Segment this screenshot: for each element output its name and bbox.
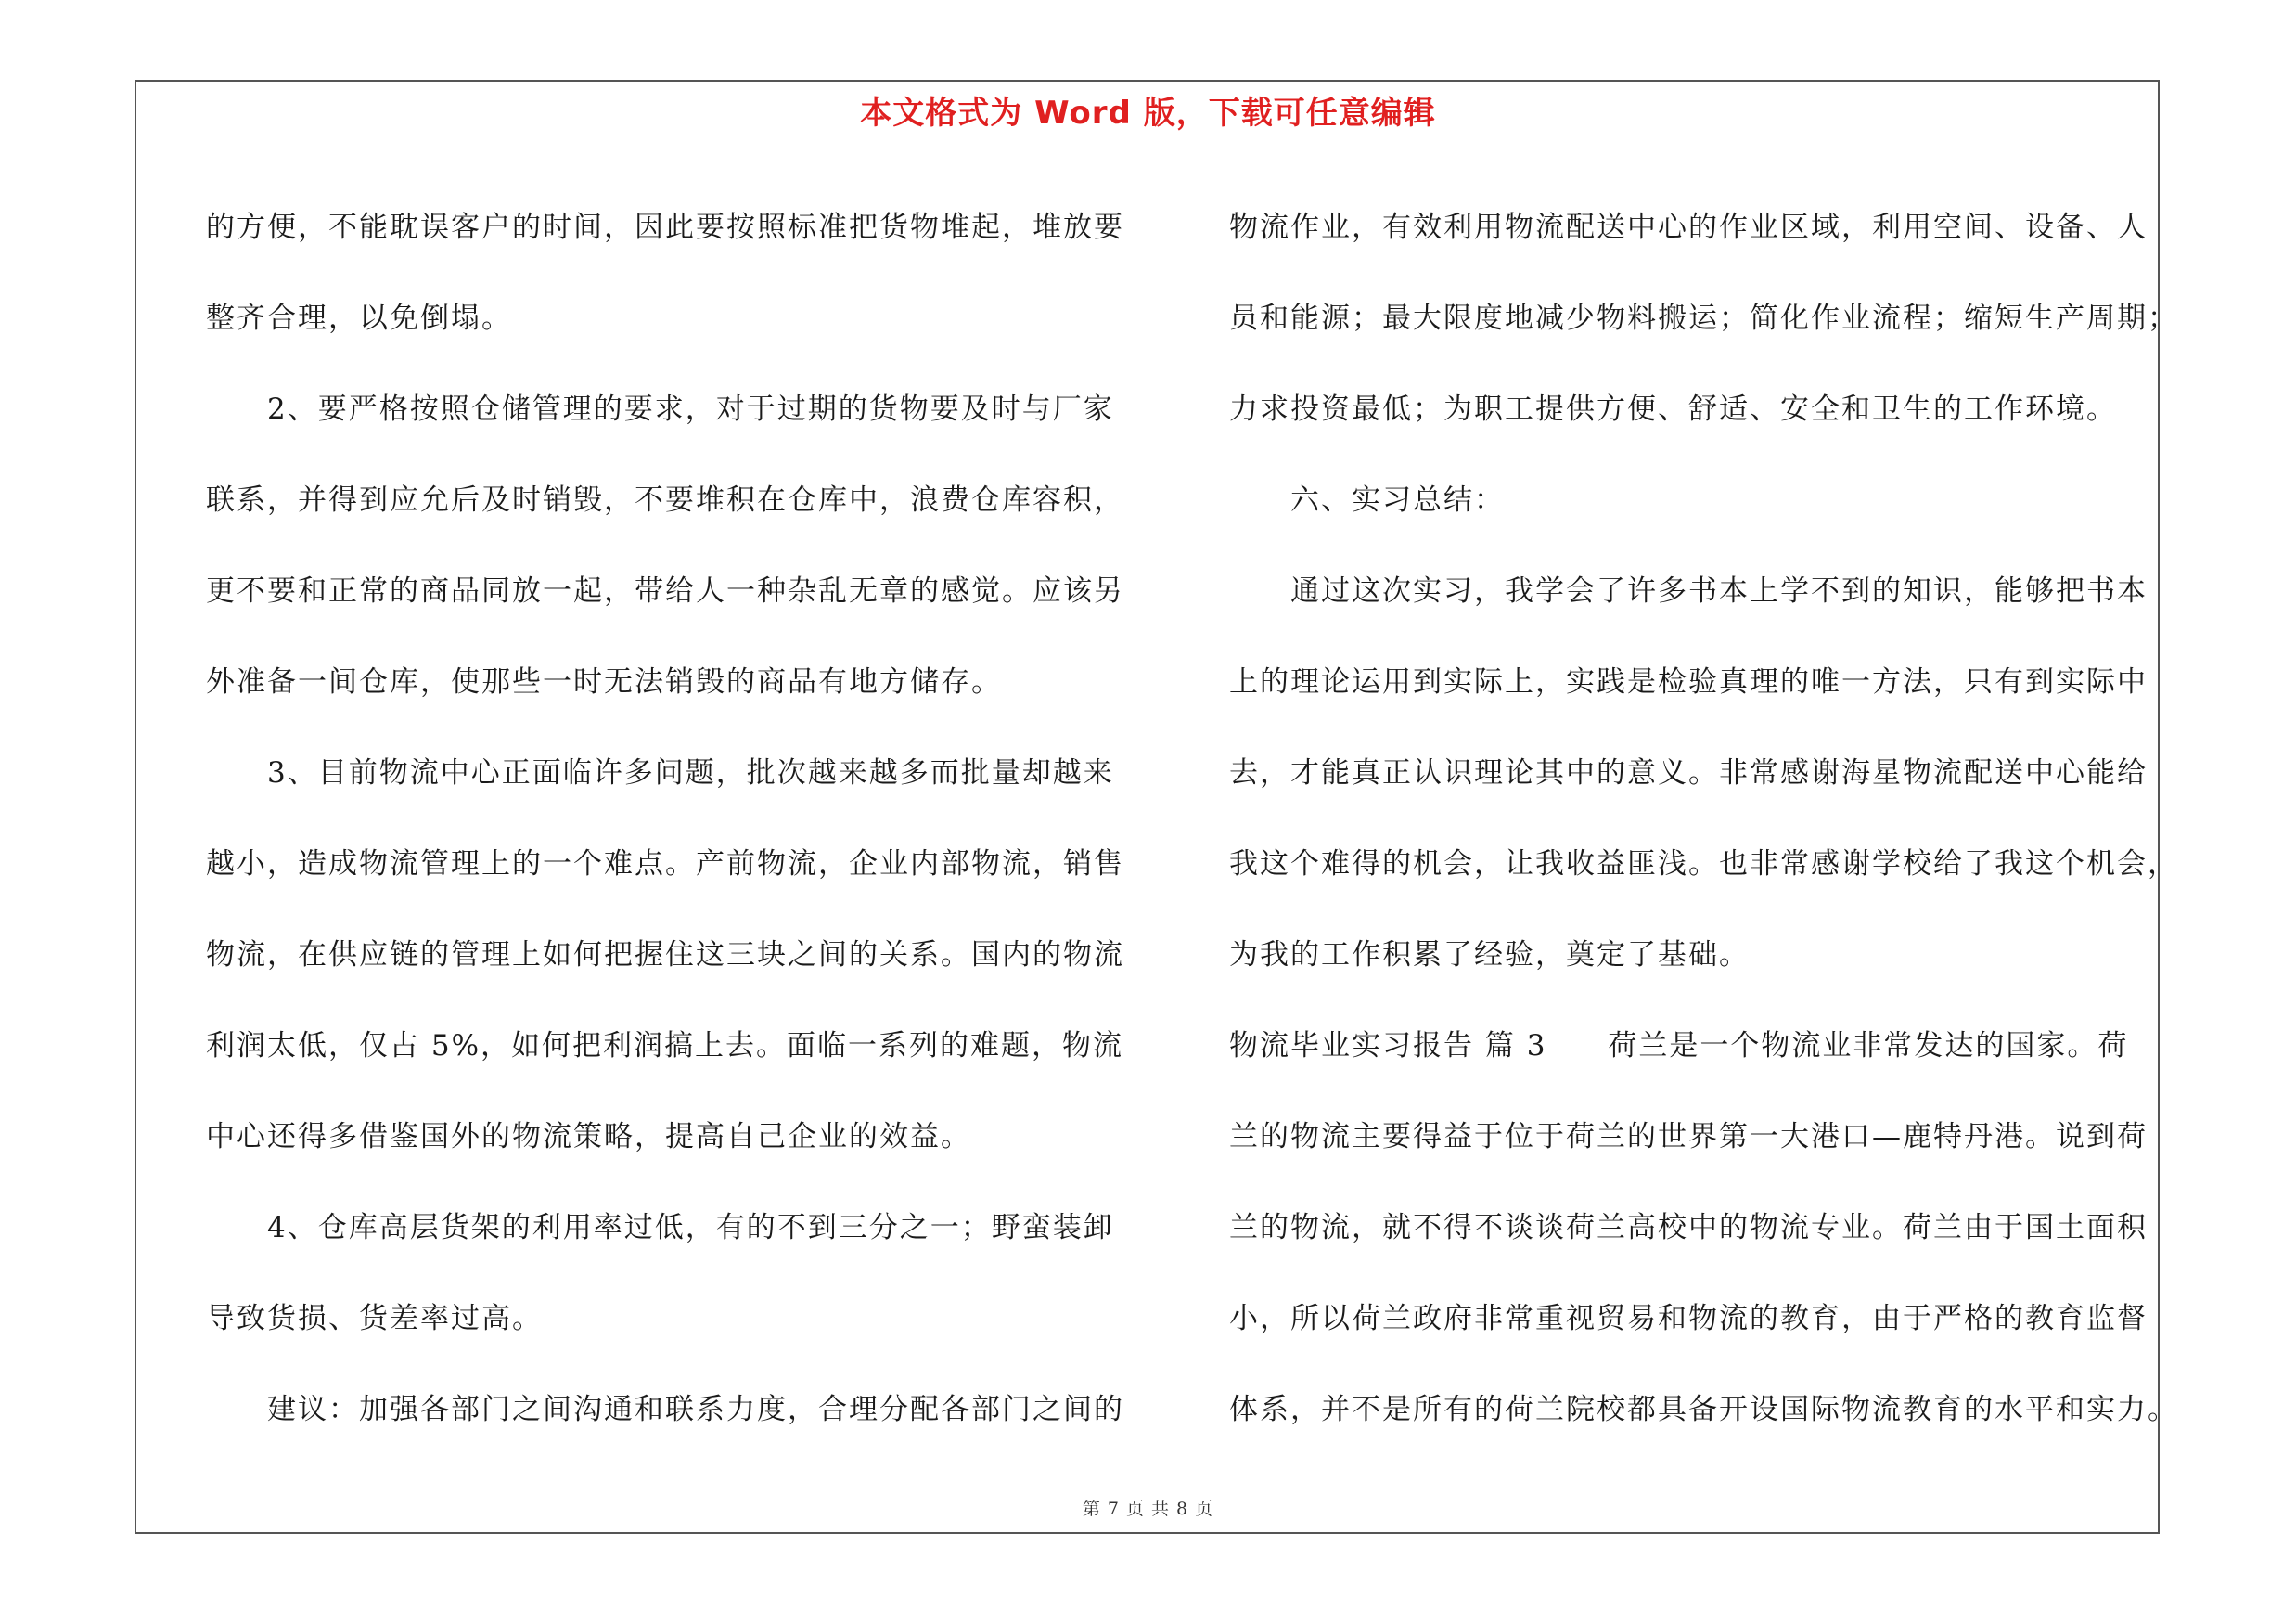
text-line: 兰的物流主要得益于位于荷兰的世界第一大港口—鹿特丹港。说到荷 [1229,1120,2148,1153]
text-line: 员和能源；最大限度地减少物料搬运；简化作业流程；缩短生产周期； [1229,302,2178,335]
text-line: 越小，造成物流管理上的一个难点。产前物流，企业内部物流，销售 [206,847,1124,881]
text-line: 整齐合理，以免倒塌。 [206,302,512,335]
text-line: 物流作业，有效利用物流配送中心的作业区域，利用空间、设备、人 [1229,211,2148,244]
word-format-banner: 本文格式为 Word 版，下载可任意编辑 [860,95,1436,132]
text-line: 更不要和正常的商品同放一起，带给人一种杂乱无章的感觉。应该另 [206,574,1124,608]
text-line: 上的理论运用到实际上，实践是检验真理的唯一方法，只有到实际中 [1229,665,2148,699]
text-line: 4、仓库高层货架的利用率过低，有的不到三分之一；野蛮装卸 [206,1211,1114,1244]
text-line: 的方便，不能耽误客户的时间，因此要按照标准把货物堆起，堆放要 [206,211,1124,244]
text-line: 外准备一间仓库，使那些一时无法销毁的商品有地方储存。 [206,665,1002,699]
text-line: 力求投资最低；为职工提供方便、舒适、安全和卫生的工作环境。 [1229,393,2117,426]
text-line: 2、要严格按照仓储管理的要求，对于过期的货物要及时与厂家 [206,393,1114,426]
text-line: 物流，在供应链的管理上如何把握住这三块之间的关系。国内的物流 [206,938,1124,972]
text-line: 利润太低，仅占 5%，如何把利润搞上去。面临一系列的难题，物流 [206,1029,1124,1063]
text-line: 建议：加强各部门之间沟通和联系力度，合理分配各部门之间的 [206,1393,1124,1426]
text-line: 物流毕业实习报告 篇 3 荷兰是一个物流业非常发达的国家。荷 [1229,1029,2129,1063]
text-line: 去，才能真正认识理论其中的意义。非常感谢海星物流配送中心能给 [1229,756,2148,790]
left-column [206,182,1143,1455]
text-line: 我这个难得的机会，让我收益匪浅。也非常感谢学校给了我这个机会， [1229,847,2178,881]
text-line: 通过这次实习，我学会了许多书本上学不到的知识，能够把书本 [1229,574,2148,608]
text-line: 导致货损、货差率过高。 [206,1302,543,1335]
text-line: 为我的工作积累了经验，奠定了基础。 [1229,938,1750,972]
text-line: 体系，并不是所有的荷兰院校都具备开设国际物流教育的水平和实力。 [1229,1393,2178,1426]
text-line: 中心还得多借鉴国外的物流策略，提高自己企业的效益。 [206,1120,971,1153]
text-line: 兰的物流，就不得不谈谈荷兰高校中的物流专业。荷兰由于国土面积 [1229,1211,2148,1244]
right-column [1229,182,2178,1455]
text-line: 小，所以荷兰政府非常重视贸易和物流的教育，由于严格的教育监督 [1229,1302,2148,1335]
text-line: 3、目前物流中心正面临许多问题，批次越来越多而批量却越来 [206,756,1114,790]
page-number-footer: 第 7 页 共 8 页 [1082,1499,1214,1519]
text-line: 联系，并得到应允后及时销毁，不要堆积在仓库中，浪费仓库容积， [206,483,1124,517]
section-heading: 六、实习总结： [1229,483,1505,517]
